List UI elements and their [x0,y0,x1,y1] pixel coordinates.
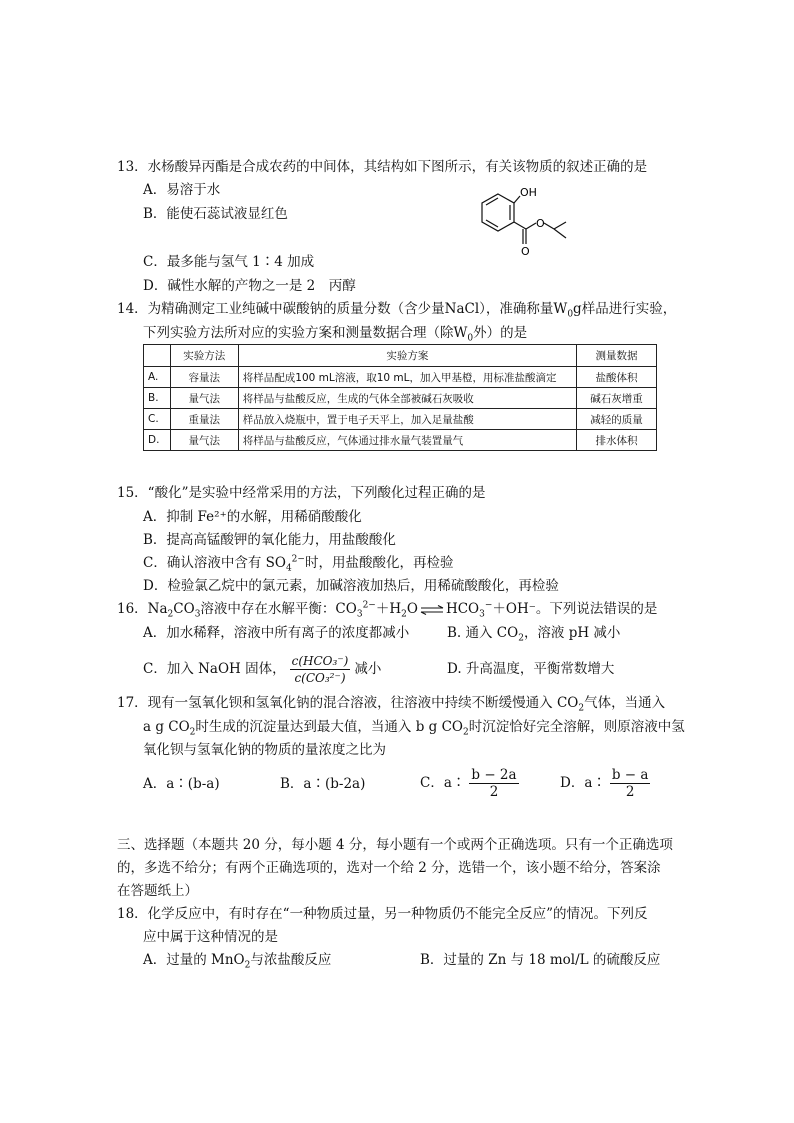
q13-option-a: A．易溶于水 [143,182,221,198]
table-cell: 将样品与盐酸反应，生成的气体全部被碱石灰吸收 [238,388,576,409]
q13-stem: 13．水杨酸异丙酯是合成农药的中间体，其结构如下图所示，有关该物质的叙述正确的是 [117,159,648,175]
q13-option-d: D．碱性水解的产物之一是 2 丙醇 [143,278,356,294]
table-header-cell: 实验方法 [170,345,238,367]
q16-option-a: A．加水稀释，溶液中所有离子的浓度都减小 [143,625,410,641]
q16-option-d: D. 升高温度，平衡常数增大 [447,661,615,677]
table-cell: 将样品与盐酸反应，气体通过排水量气装置量气 [238,430,576,451]
oh-label: OH [520,186,537,199]
section3-header-line1: 三、选择题（本题共 20 分，每小题 4 分，每小题有一个或两个正确选项。只有一个正确选项 [117,837,673,853]
q16-fraction: $\frac{\text{c(HCO₃⁻)}}{\text{c(CO₃²⁻)}}$ [291,654,349,685]
table-cell: B. [144,388,171,409]
table-row [144,367,657,388]
table-header-row [144,345,657,367]
q16-option-b: B. 通入 $CO_2$，溶液 pH 减小 [447,625,621,644]
table-header-cell [144,345,171,367]
table-header-cell: 实验方案 [238,345,576,367]
q18-stem-line1: 18．化学反应中，有时存在“一种物质过量，另一种物质仍不能完全反应”的情况。下列反 [117,906,648,922]
q16-stem: 16．$Na_2CO_3$溶液中存在水解平衡：$CO_3^{2-}+H_2O$ $HCO_3^-+OH^-$。下列说法错误的是 [117,600,658,620]
q13-option-c: C．最多能与氢气 1∶4 加成 [143,254,315,270]
q17-fraction-d: $\frac{b - a}{2}$ [611,767,649,800]
q15-option-b: B．提高高锰酸钾的氧化能力，用盐酸酸化 [143,532,396,548]
table-cell: 碱石灰增重 [576,388,656,409]
section3-header-line2: 的，多选不给分；有两个正确选项的，选对一个给 2 分，选错一个，该小题不给分，答案涂 [117,860,661,876]
q16-option-c: C．加入 NaOH 固体， $\frac{\text{c(HCO₃⁻)}}{\text{c(CO₃²⁻)}}$ 减小 [143,654,382,685]
table-cell: A. [144,367,171,388]
table-cell: D. [144,430,171,451]
q15-stem: 15．“酸化”是实验中经常采用的方法，下列酸化过程正确的是 [117,485,486,501]
table-row [144,409,657,430]
table-cell: C. [144,409,171,430]
q17-option-c: C．a∶ $\frac{b - 2a}{2}$ [420,767,517,800]
q17-option-a: A．a∶(b-a) [143,776,220,792]
table-row [144,430,657,451]
section3-header-line3: 在答题纸上） [117,883,198,899]
equilibrium-arrow-icon [420,605,444,615]
q13-option-b: B．能使石蕊试液显红色 [143,206,288,222]
table-cell: 盐酸体积 [576,367,656,388]
q18-stem-line2: 应中属于这种情况的是 [143,929,278,945]
q17-stem-line2: a g $CO_2$时生成的沉淀量达到最大值，当通入 b g $CO_2$时沉淀恰好完全溶解，则原溶液中氢 [143,719,685,738]
q17-fraction-c: $\frac{b - 2a}{2}$ [471,767,517,800]
table-cell: 将样品配成100 mL溶液，取10 mL，加入甲基橙，用标准盐酸滴定 [238,367,576,388]
carbonyl-oxygen-label: O [521,245,530,258]
q17-option-b: B．a∶(b-2a) [280,776,366,792]
ester-bond [514,222,526,229]
q15-option-d: D．检验氯乙烷中的氯元素，加碱溶液加热后，用稀硫酸酸化，再检验 [143,578,559,594]
table-cell: 量气法 [170,388,238,409]
benzene-ring [482,194,514,231]
q15-option-a: A．抑制 Fe²⁺的水解，用稀硝酸酸化 [143,509,362,525]
q17-stem-line3: 氧化钡与氢氧化钠的物质的量浓度之比为 [143,742,386,758]
experiment-table [143,344,657,451]
q14-stem-line2: 下列实验方法所对应的实验方案和测量数据合理（除$W_0$外）的是 [143,325,528,344]
q14-stem-line1: 14．为精确测定工业纯碱中碳酸钠的质量分数（含少量NaCl），准确称量$W_0g$样品进行实验， [117,301,677,320]
table-row [144,388,657,409]
q18-option-b: B．过量的 Zn 与 18 mol/L 的硫酸反应 [420,952,661,968]
table-cell: 重量法 [170,409,238,430]
q15-option-c: C．确认溶液中含有 $SO_4^{2-}$时，用盐酸酸化，再检验 [143,554,454,574]
q18-option-a: A．过量的 MnO$_2$与浓盐酸反应 [143,952,332,971]
table-cell: 容量法 [170,367,238,388]
table-cell: 样品放入烧瓶中，置于电子天平上，加入足量盐酸 [238,409,576,430]
q17-stem-line1: 17．现有一氢氧化钡和氢氧化钠的混合溶液，往溶液中持续不断缓慢通入 $CO_2$气体，当通入 [117,695,666,714]
table-cell: 排水体积 [576,430,656,451]
table-cell: 量气法 [170,430,238,451]
salicylate-structure-diagram [470,180,590,258]
q17-option-d: D．a∶ $\frac{b - a}{2}$ [560,767,649,800]
ring-oxygen-label: O [536,217,545,230]
table-cell: 减轻的质量 [576,409,656,430]
table-header-cell: 测量数据 [576,345,656,367]
